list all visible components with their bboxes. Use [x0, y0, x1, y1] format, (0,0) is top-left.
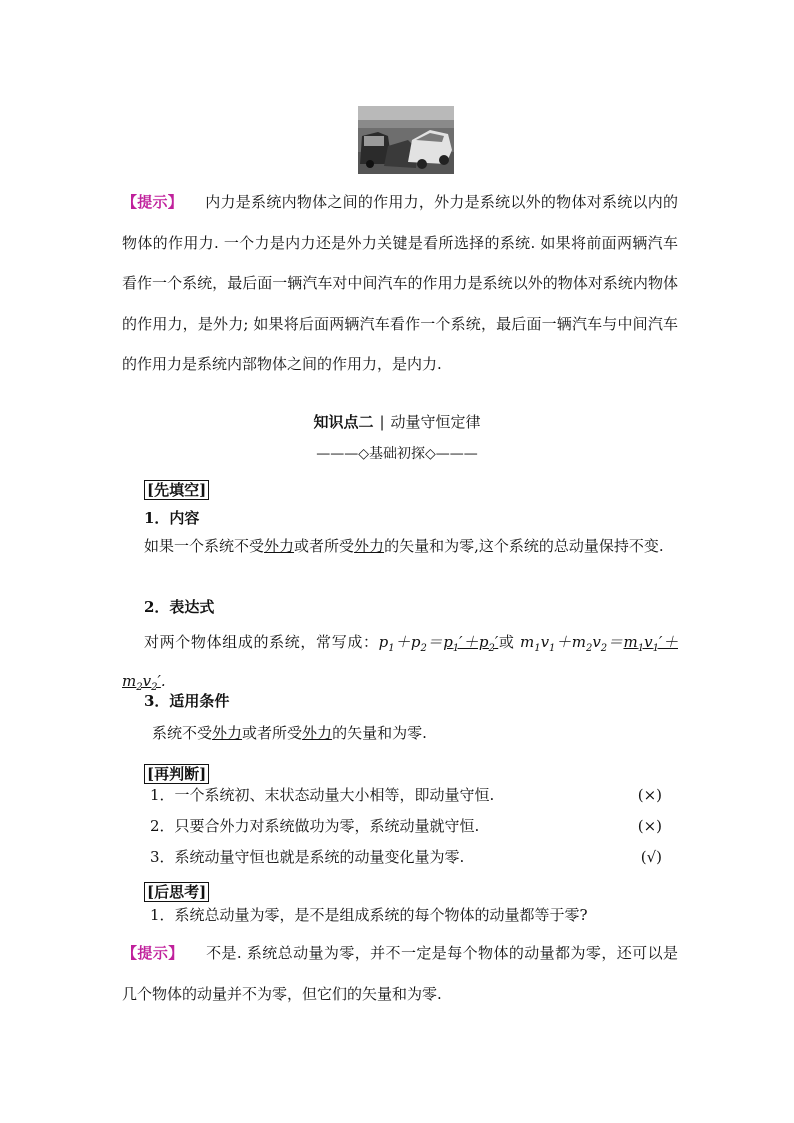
- formula: $p_1+p_2=p_1'+p_2'$或 $m_1v_1+m_2v_2=m_1v_1'+m_2v_2'$.: [122, 633, 678, 693]
- section-subtitle: 动量守恒定律: [390, 413, 481, 431]
- hint-paragraph-2: [122, 933, 678, 1014]
- think-label: [后思考]: [144, 882, 209, 902]
- hint-label: 【提示】: [122, 193, 184, 211]
- item-3-text-a: 系统不受: [152, 724, 213, 742]
- judge-item-2: [150, 811, 674, 842]
- item-2-title: 2．表达式: [144, 598, 215, 616]
- judge-item-3-text: 3．系统动量守恒也就是系统的动量变化量为零.: [150, 848, 465, 866]
- item-3-body: [152, 718, 427, 749]
- section-heading: [0, 411, 794, 433]
- section-title: 知识点二: [313, 413, 374, 431]
- fill-blank-label: [先填空]: [144, 480, 209, 500]
- item-1-text-c: 或者所受: [294, 537, 355, 555]
- fill-blank-label-wrap: [144, 480, 209, 500]
- item-3-blank-1: 外力: [212, 724, 243, 742]
- hint-label-2: 【提示】: [122, 944, 184, 962]
- item-3-title: 3．适用条件: [144, 692, 230, 710]
- item-3-blank-2: 外力: [302, 724, 333, 742]
- hint-2-text: 不是. 系统总动量为零，并不一定是每个物体的动量都为零，还可以是几个物体的动量并不为零，但它们的矢量和为零.: [122, 944, 678, 1003]
- car-crash-photo: [358, 106, 454, 174]
- hint-1-text: 内力是系统内物体之间的作用力，外力是系统以外的物体对系统以内的物体的作用力. 一个力是内力还是外力关键是看所选择的系统. 如果将前面两辆汽车看作一个系统，最后面一辆汽车对中间汽车的作用力是系统以外的物体对系统内物体的作用力，是外力; 如果将后面两辆汽车看作一个系统，最后面一辆汽车与中间汽车的作用力是系统内部物体之间的作用力，是内力.: [122, 193, 678, 373]
- hint-paragraph-1: [122, 182, 678, 385]
- judge-item-3-mark: (√): [640, 848, 662, 866]
- item-1-text-f: 不变.: [628, 537, 664, 555]
- section-separator: |: [379, 413, 385, 431]
- judge-item-1-mark: (×): [637, 786, 662, 804]
- item-3-text-e: 的矢量和为零.: [332, 724, 427, 742]
- basic-exploration-banner: ———◇基础初探◇———: [316, 446, 478, 462]
- judge-item-1-text: 1．一个系统初、末状态动量大小相等，即动量守恒.: [150, 786, 495, 804]
- judge-item-2-mark: (×): [637, 817, 662, 835]
- judge-item-3: [150, 842, 674, 873]
- think-question: 1．系统总动量为零，是不是组成系统的每个物体的动量都等于零?: [150, 906, 588, 924]
- judge-label: [再判断]: [144, 764, 209, 784]
- judge-item-1: [150, 780, 674, 811]
- item-1-title: 1．内容: [144, 509, 200, 527]
- item-3-text-c: 或者所受: [242, 724, 303, 742]
- item-1-text-e: 的矢量和为零,这个系统的总动量保持: [384, 537, 629, 555]
- item-1-body: [122, 530, 678, 562]
- judge-item-2-text: 2．只要合外力对系统做功为零，系统动量就守恒.: [150, 817, 480, 835]
- item-1-blank-1: 外力: [264, 537, 295, 555]
- item-2-text: 对两个物体组成的系统，常写成：: [144, 633, 379, 651]
- item-1-blank-2: 外力: [354, 537, 385, 555]
- think-label-wrap: [144, 882, 209, 902]
- item-1-text-a: 如果一个系统不受: [144, 537, 265, 555]
